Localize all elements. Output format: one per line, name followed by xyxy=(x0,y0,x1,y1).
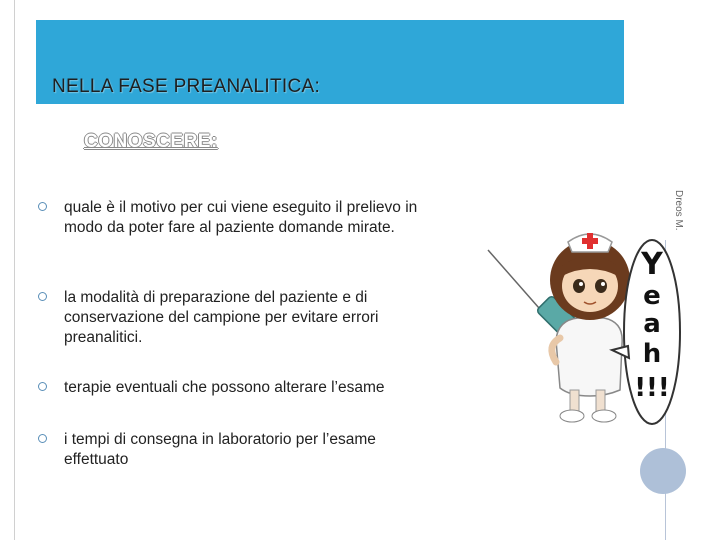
bullet-item xyxy=(38,378,444,398)
nurse-cap-icon xyxy=(568,233,612,252)
bullet-marker-icon xyxy=(38,202,47,211)
bullet-text: i tempi di consegna in laboratorio per l’esame effettuato xyxy=(64,431,376,468)
bullet-marker-icon xyxy=(38,292,47,301)
bullet-item xyxy=(38,198,444,238)
svg-text:e: e xyxy=(643,281,661,311)
svg-text:!!!: !!! xyxy=(634,373,670,403)
left-border-line xyxy=(14,0,15,540)
bullet-text: quale è il motivo per cui viene eseguito il prelievo in modo da poter fare al paziente domande mirate. xyxy=(64,199,418,236)
title-band xyxy=(36,20,624,104)
author-label: Dreos M. xyxy=(673,190,684,231)
bullet-marker-icon xyxy=(38,382,47,391)
bullet-text: terapie eventuali che possono alterare l’esame xyxy=(64,379,385,396)
svg-text:a: a xyxy=(643,309,661,339)
bullet-marker-icon xyxy=(38,434,47,443)
bullet-text: la modalità di preparazione del paziente e di conservazione del campione per evitare errori preanalitici. xyxy=(64,289,379,346)
slide-subtitle: CONOSCERE: xyxy=(84,131,218,152)
bullet-item xyxy=(38,288,444,348)
nurse-illustration xyxy=(486,220,682,426)
svg-text:h: h xyxy=(642,339,662,369)
bullet-item xyxy=(38,430,444,470)
corner-decoration-circle xyxy=(640,448,686,494)
svg-text:Y: Y xyxy=(641,247,663,282)
slide-title: NELLA FASE PREANALITICA: xyxy=(52,76,321,97)
